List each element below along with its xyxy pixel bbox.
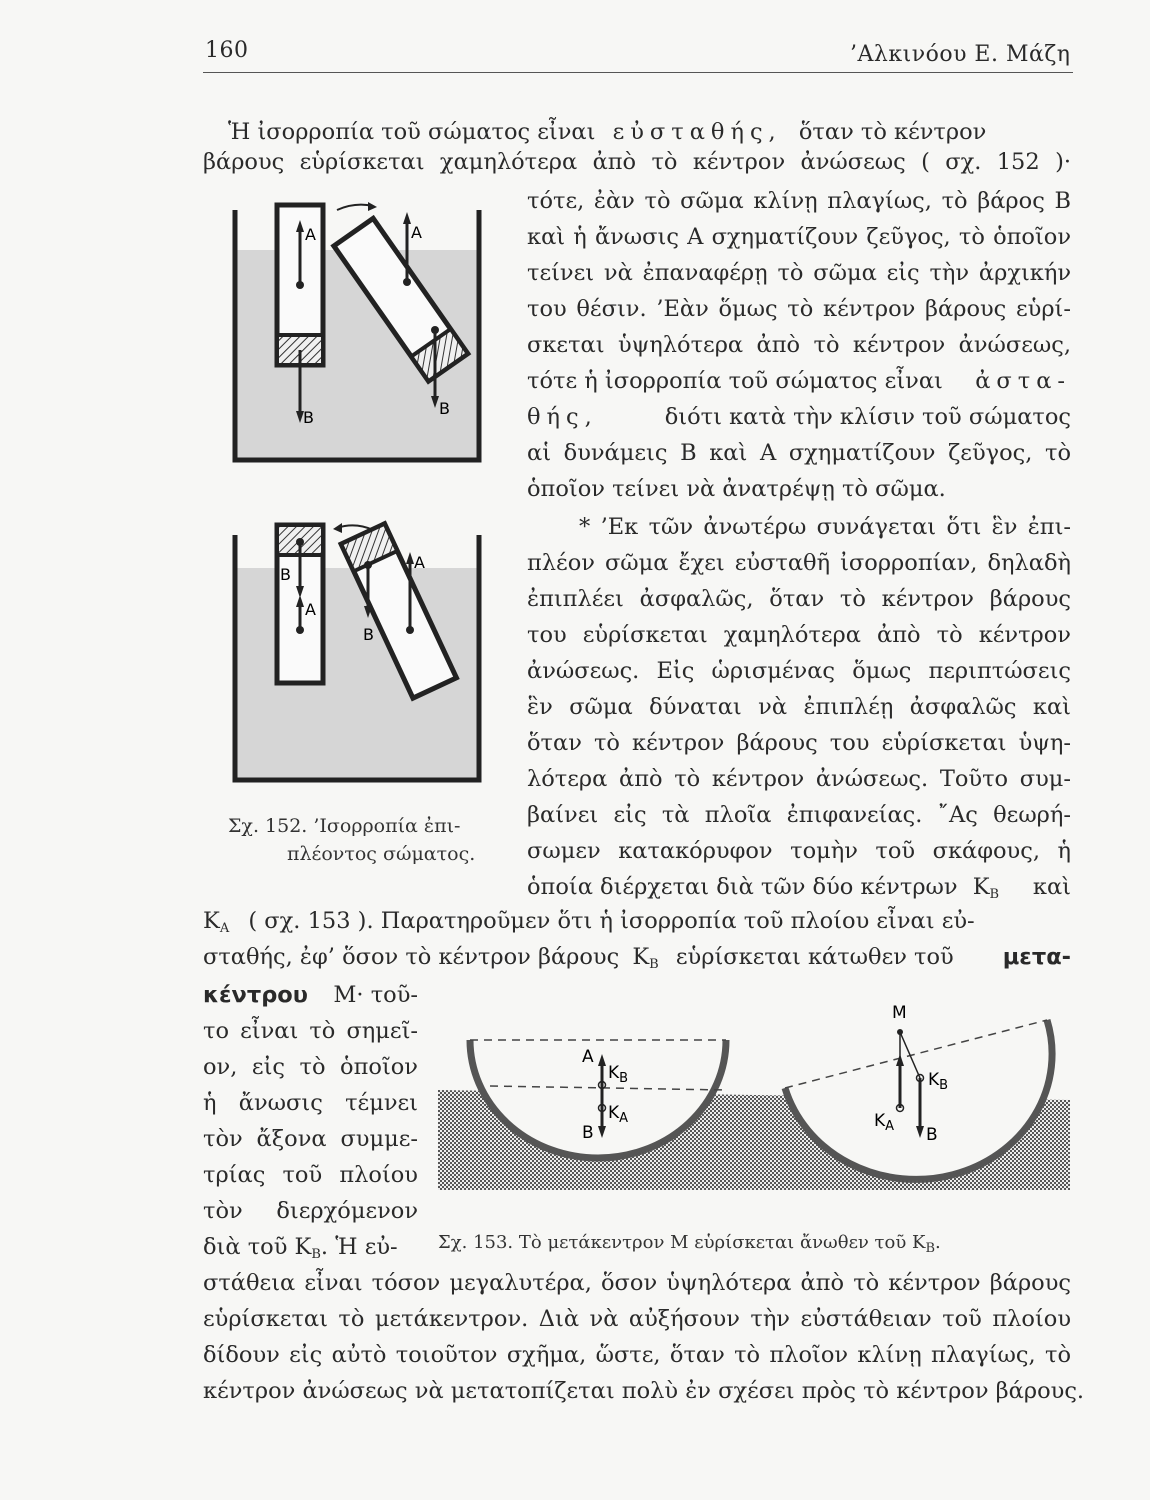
figure-153-caption: Σχ. 153. Τὸ μετάκεντρον Μ εὑρίσκεται ἄνωθεν τοῦ $K_B$. bbox=[438, 1232, 941, 1256]
text-line: κέντρου Μ· τοῦ- bbox=[203, 982, 418, 1008]
text-line: ον, εἰς τὸ ὁποῖον bbox=[203, 1054, 418, 1080]
label-B: B bbox=[582, 1123, 594, 1143]
label-B: B bbox=[363, 625, 374, 644]
text-line: κέντρον ἀνώσεως νὰ μετατοπίζεται πολὺ ἐν σχέσει πρὸς τὸ κέντρον βάρους. bbox=[203, 1378, 1085, 1404]
running-header-author: ’Αλκινόου Ε. Μάζη bbox=[850, 42, 1071, 67]
figure-152 bbox=[225, 190, 485, 810]
figure-153 bbox=[430, 990, 1070, 1215]
label-B: B bbox=[926, 1125, 938, 1145]
text-line: πλέον σῶμα ἔχει εὐσταθῆ ἰσορροπίαν, δηλαδὴ bbox=[527, 550, 1071, 576]
text-line: εὑρίσκεται τὸ μετάκεντρον. Διὰ νὰ αὐξήσουν τὴν εὐστάθειαν τοῦ πλοίου bbox=[203, 1306, 1071, 1332]
fig152-lower-tank bbox=[235, 523, 479, 780]
label-KA: $K_A$ bbox=[608, 1103, 629, 1126]
text-line: τείνει νὰ ἐπαναφέρῃ τὸ σῶμα εἰς τὴν ἀρχικήν bbox=[527, 260, 1071, 286]
text-line: τὸν ἄξονα συμμε- bbox=[203, 1126, 418, 1152]
text-line: ὁποῖον τείνει νὰ ἀνατρέψῃ τὸ σῶμα. bbox=[527, 476, 946, 502]
text-line: * ’Εκ τῶν ἀνωτέρω συνάγεται ὅτι ἓν ἐπι- bbox=[579, 514, 1071, 540]
text-line: ἐπιπλέει ἀσφαλῶς, ὅταν τὸ κέντρον βάρους bbox=[527, 586, 1071, 612]
text-line: στάθεια εἶναι τόσον μεγαλυτέρα, ὅσον ὑψηλότερα ἀπὸ τὸ κέντρον βάρους bbox=[203, 1270, 1071, 1296]
figure-152-caption-line2: πλέοντος σώματος. bbox=[287, 843, 476, 865]
text-line: διὰ τοῦ $K_B$. Ἡ εὐ- bbox=[203, 1234, 398, 1262]
text-line: τρίας τοῦ πλοίου bbox=[203, 1162, 418, 1188]
label-B: B bbox=[303, 408, 314, 427]
text-line: δίδουν εἰς αὐτὸ τοιοῦτον σχῆμα, ὥστε, ὅταν τὸ πλοῖον κλίνῃ πλαγίως, τὸ bbox=[203, 1342, 1071, 1368]
label-KA: $K_A$ bbox=[874, 1111, 895, 1134]
text-line: του εὑρίσκεται χαμηλότερα ἀπὸ τὸ κέντρον bbox=[527, 622, 1071, 648]
text-line: σταθής, ἐφ’ ὅσον τὸ κέντρον βάρους $K_B$ εὑρίσκεται κάτωθεν τοῦ μετα- bbox=[203, 944, 1071, 972]
label-A: A bbox=[305, 225, 316, 244]
text-line: του θέσιν. ’Εὰν ὅμως τὸ κέντρον βάρους εὑρί- bbox=[527, 296, 1071, 322]
label-B: B bbox=[280, 565, 291, 584]
label-A: A bbox=[411, 223, 422, 242]
text-line: ὁποία διέρχεται διὰ τῶν δύο κέντρων $K_B$ καὶ bbox=[527, 874, 1071, 902]
text-line: βάρους εὑρίσκεται χαμηλότερα ἀπὸ τὸ κέντρον ἀνώσεως ( σχ. 152 )· bbox=[203, 149, 1071, 175]
text-line: σκεται ὑψηλότερα ἀπὸ τὸ κέντρον ἀνώσεως, bbox=[527, 332, 1071, 358]
text-line: καὶ ἡ ἄνωσις Α σχηματίζουν ζεῦγος, τὸ ὁποῖον bbox=[527, 224, 1071, 250]
text-line: σωμεν κατακόρυφον τομὴν τοῦ σκάφους, ἡ bbox=[527, 838, 1071, 864]
page-number: 160 bbox=[205, 38, 249, 63]
text-line: θής, διότι κατὰ τὴν κλίσιν τοῦ σώματος bbox=[527, 404, 1071, 430]
header-rule bbox=[203, 72, 1073, 73]
text-line: τότε ἡ ἰσορροπία τοῦ σώματος εἶναι ἀστα- bbox=[527, 368, 1071, 394]
label-A: A bbox=[305, 600, 316, 619]
text-line: τὸν διερχόμενον bbox=[203, 1198, 418, 1224]
label-KB: $K_B$ bbox=[928, 1070, 949, 1093]
text-line: ἓν σῶμα δύναται νὰ ἐπιπλέῃ ἀσφαλῶς καὶ bbox=[527, 694, 1071, 720]
text-line: $K_A$ ( σχ. 153 ). Παρατηροῦμεν ὅτι ἡ ἰσορροπία τοῦ πλοίου εἶναι εὐ- bbox=[203, 908, 975, 936]
text-line: βαίνει εἰς τὰ πλοῖα ἐπιφανείας. ῎Ας θεωρή- bbox=[527, 802, 1071, 828]
text-line: το εἶναι τὸ σημεῖ- bbox=[203, 1018, 418, 1044]
label-KB: $K_B$ bbox=[608, 1063, 629, 1086]
figure-152-caption-line1: Σχ. 152. ’Ισορροπία ἐπι- bbox=[228, 815, 461, 837]
text-line: αἱ δυνάμεις Β καὶ Α σχηματίζουν ζεῦγος, τὸ bbox=[527, 440, 1071, 466]
label-A: A bbox=[582, 1047, 594, 1067]
text-line: Ἡ ἰσορροπία τοῦ σώματος εἶναι εὐσταθής, ὅταν τὸ κέντρον bbox=[228, 119, 987, 145]
fig152-upper-tank bbox=[235, 202, 479, 460]
text-line: ὅταν τὸ κέντρον βάρους του εὑρίσκεται ὑψη- bbox=[527, 730, 1071, 756]
label-A: A bbox=[414, 553, 425, 572]
text-line: τότε, ἐὰν τὸ σῶμα κλίνῃ πλαγίως, τὸ βάρος Β bbox=[527, 188, 1071, 214]
text-line: ἀνώσεως. Εἰς ὡρισμένας ὅμως περιπτώσεις bbox=[527, 658, 1071, 684]
text-line: ἡ ἄνωσις τέμνει bbox=[203, 1090, 418, 1116]
label-M: M bbox=[892, 1003, 907, 1023]
text-line: λότερα ἀπὸ τὸ κέντρον ἀνώσεως. Τοῦτο συμ- bbox=[527, 766, 1071, 792]
label-B: B bbox=[439, 399, 450, 418]
